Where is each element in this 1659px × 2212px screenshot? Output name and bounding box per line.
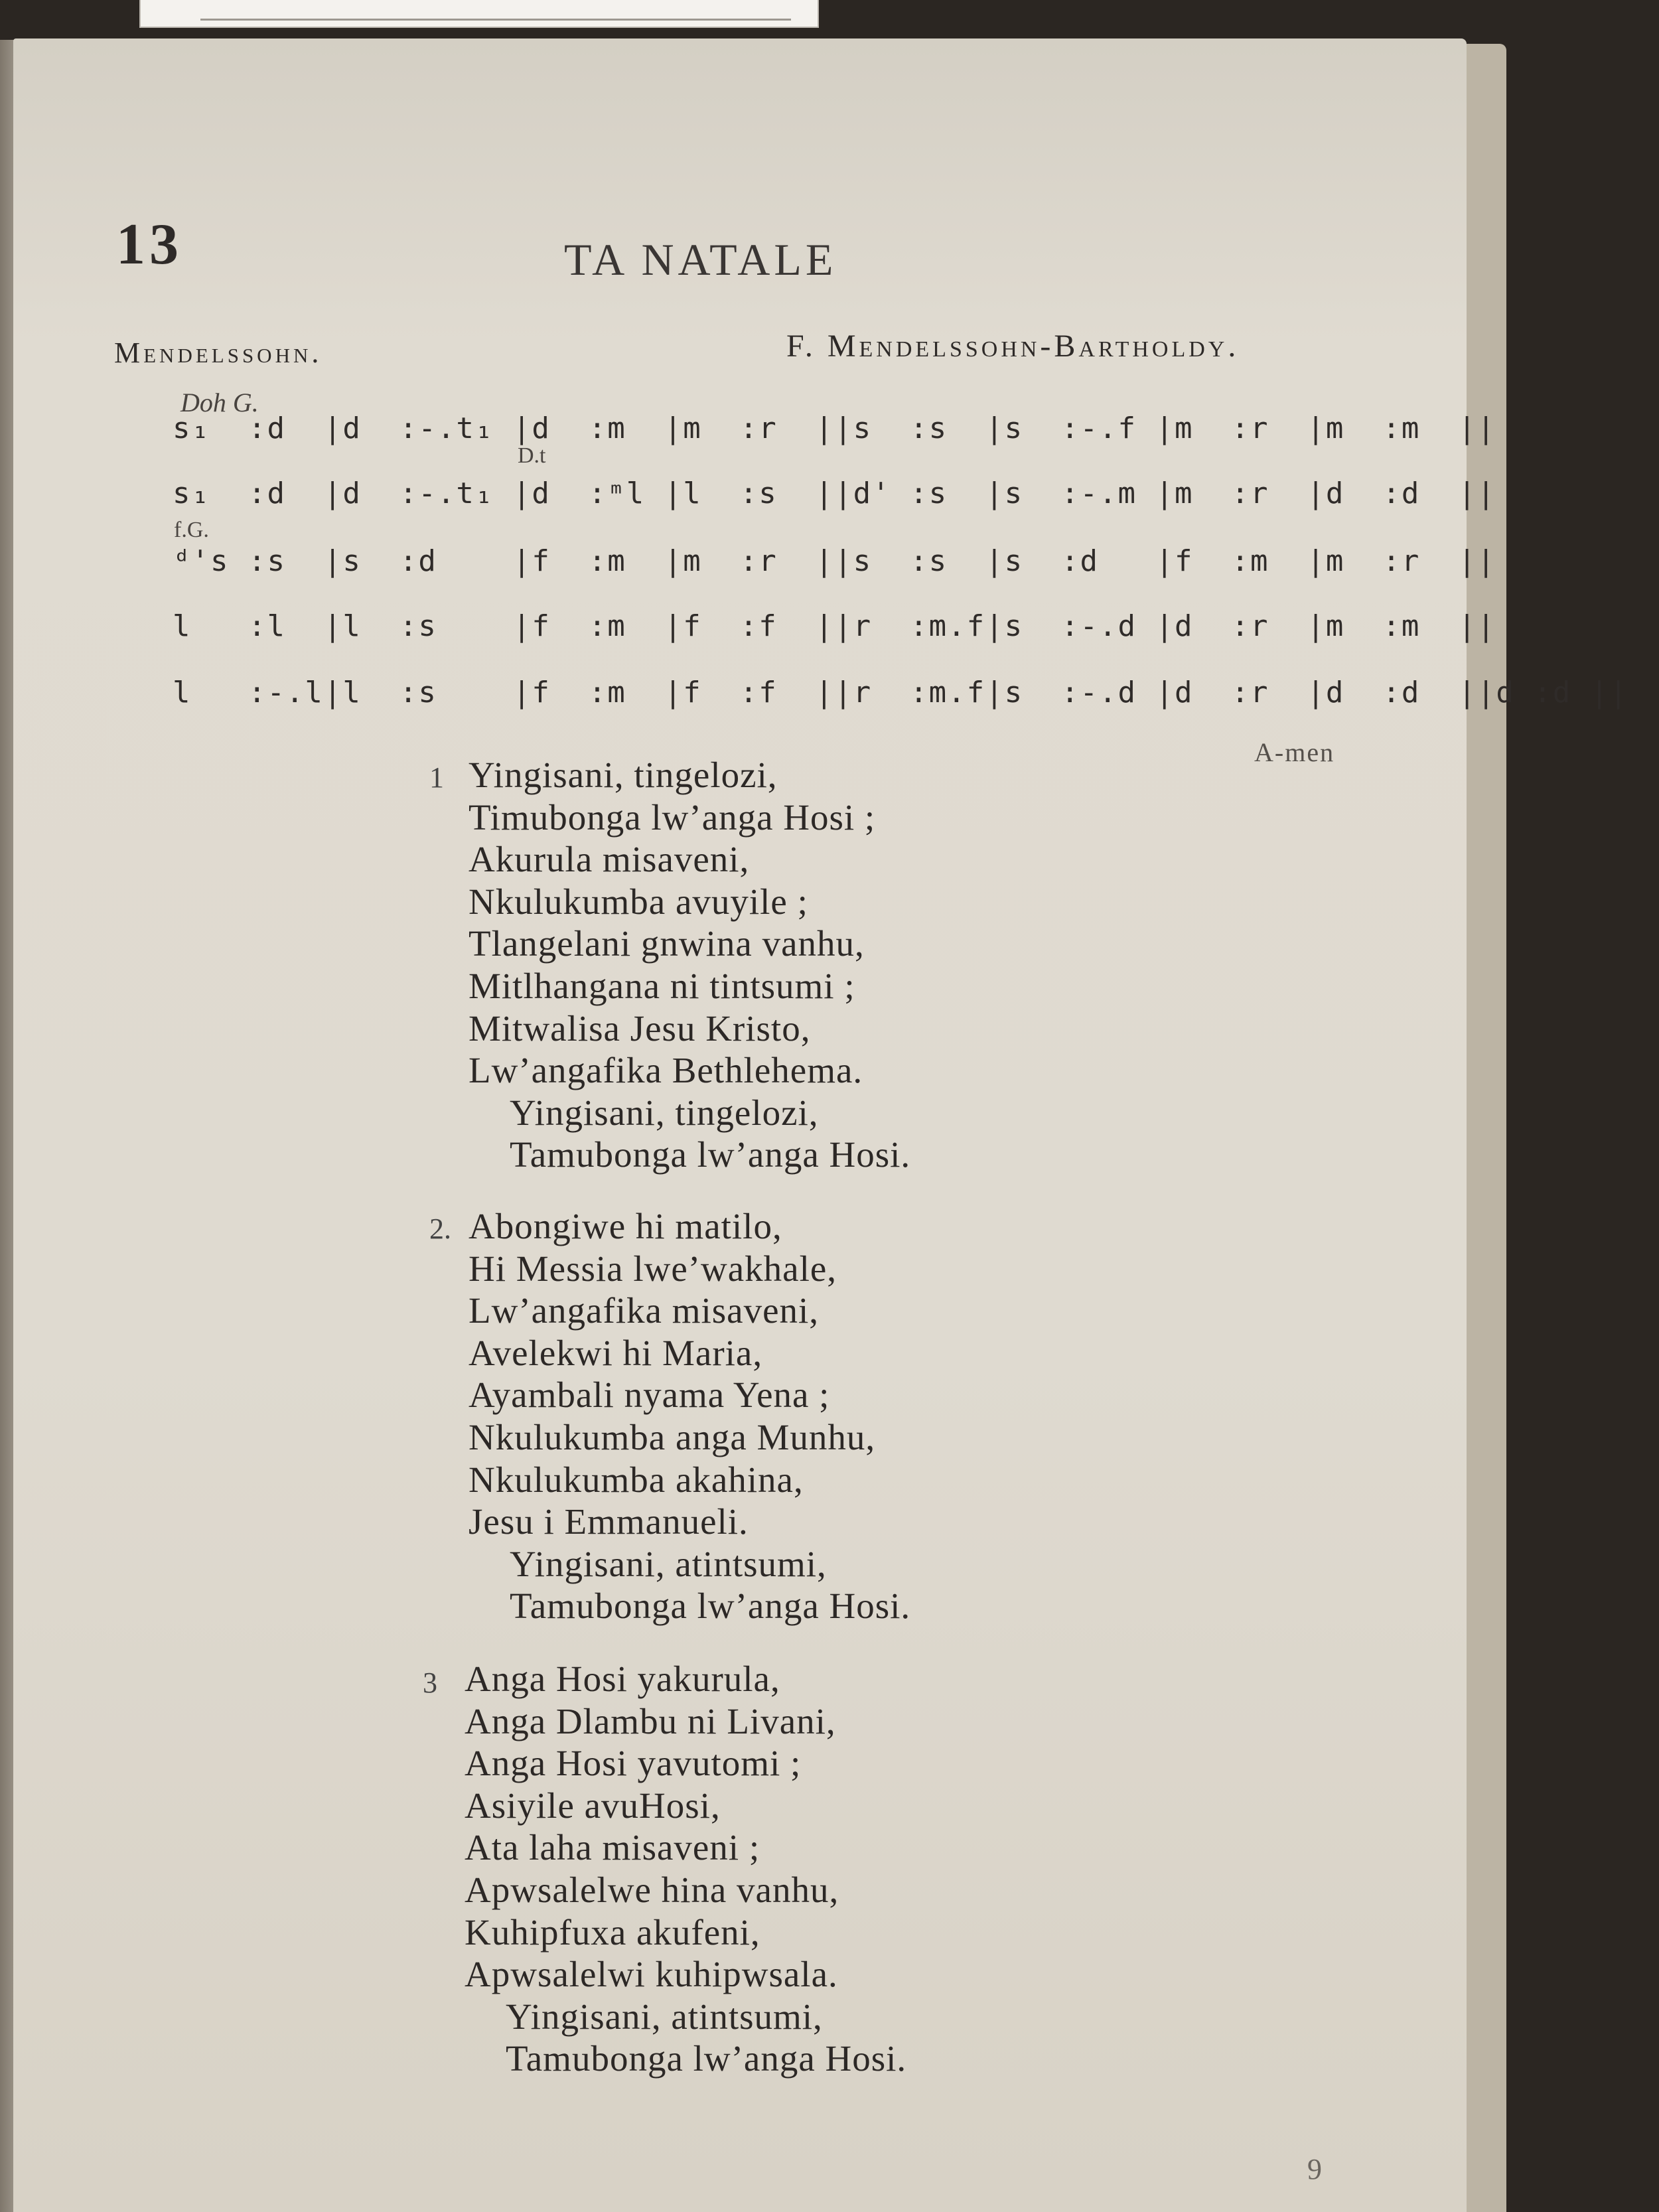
tonic-solfa-line-3: ᵈ's :s |s :d |f :m |m :r ||s :s |s :d |f :m |m :r || (173, 544, 1496, 578)
stanza-number: 3 (423, 1666, 437, 1699)
stanza-number: 1 (429, 761, 444, 794)
verse-line: Nkulukumba avuyile ; (469, 881, 808, 922)
stanza-2 (398, 1205, 910, 1627)
verse-line: Timubonga lw’anga Hosi ; (469, 796, 876, 838)
verse-line: Lw’angafika misaveni, (469, 1290, 820, 1331)
verse-line: Tlangelani gnwina vanhu, (469, 923, 865, 964)
verse-line: Abongiwe hi matilo, (469, 1206, 782, 1246)
composer-credit: F. Mendelssohn-Bartholdy. (786, 329, 1240, 364)
verse-line: Yingisani, tingelozi, (469, 755, 778, 795)
verse-line: Kuhipfuxa akufeni, (465, 1911, 760, 1953)
catalog-label-tab (139, 0, 819, 28)
tonic-solfa-line-1: s₁ :d |d :-.t₁ |d :m |m :r ||s :s |s :-.f |m :r |m :m || (173, 411, 1496, 445)
verse-line: Avelekwi hi Maria, (469, 1332, 763, 1373)
verse-line: Akurula misaveni, (469, 839, 750, 880)
verse-line: Nkulukumba akahina, (469, 1459, 804, 1500)
tonic-solfa-line-2: s₁ :d |d :-.t₁ |d :ᵐl |l :s ||d' :s |s :-.m |m :r |d :d || (173, 477, 1496, 510)
refrain-line: Tamubonga lw’anga Hosi. (510, 1134, 911, 1175)
verse-line: Anga Dlambu ni Livani, (465, 1700, 836, 1741)
verse-line: Anga Hosi yakurula, (465, 1659, 780, 1699)
hymn-number: 13 (116, 212, 182, 277)
page-number: 9 (1307, 2153, 1322, 2185)
verse-line: Apwsalelwe hina vanhu, (465, 1869, 839, 1910)
tune-name: Mendelssohn. (114, 336, 323, 369)
verse-line: Hi Messia lwe’wakhale, (469, 1248, 837, 1289)
verse-line: Nkulukumba anga Munhu, (469, 1416, 876, 1457)
key-signature: Doh G. (180, 388, 259, 417)
verse-line: Ata laha misaveni ; (465, 1827, 760, 1868)
modulation-marker-dt: D.t (518, 443, 546, 468)
tonic-solfa-line-5: l :-.l|l :s |f :m |f :f ||r :m.f|s :-.d |d :r |d :d ||d :d || (173, 676, 1628, 709)
refrain-line: Yingisani, atintsumi, (510, 1543, 827, 1584)
verse-line: Asiyile avuHosi, (465, 1785, 721, 1826)
label-text-line (200, 19, 791, 21)
hymn-title: TA NATALE (564, 234, 837, 285)
verse-line: Lw’angafika Bethlehema. (469, 1050, 863, 1091)
modulation-marker-fg: f.G. (174, 518, 209, 542)
refrain-line: Tamubonga lw’anga Hosi. (506, 2038, 907, 2079)
verse-line: Ayambali nyama Yena ; (469, 1374, 830, 1416)
stanza-1 (398, 754, 910, 1176)
verse-line: Apwsalelwi kuhipwsala. (465, 1954, 838, 1995)
verse-line: Mitlhangana ni tintsumi ; (469, 965, 855, 1006)
verse-line: Anga Hosi yavutomi ; (465, 1743, 802, 1784)
refrain-line: Tamubonga lw’anga Hosi. (510, 1585, 911, 1627)
refrain-line: Yingisani, tingelozi, (510, 1092, 819, 1133)
refrain-line: Yingisani, atintsumi, (506, 1996, 823, 2037)
stanza-number: 2. (429, 1213, 451, 1245)
verse-line: Jesu i Emmanueli. (469, 1501, 749, 1542)
verse-line: Mitwalisa Jesu Kristo, (469, 1007, 811, 1049)
stanza-3 (398, 1658, 906, 2080)
amen-label: A-men (1254, 737, 1335, 767)
book-page (13, 38, 1628, 2212)
tonic-solfa-line-4: l :l |l :s |f :m |f :f ||r :m.f|s :-.d |d :r |m :m || (173, 609, 1496, 643)
